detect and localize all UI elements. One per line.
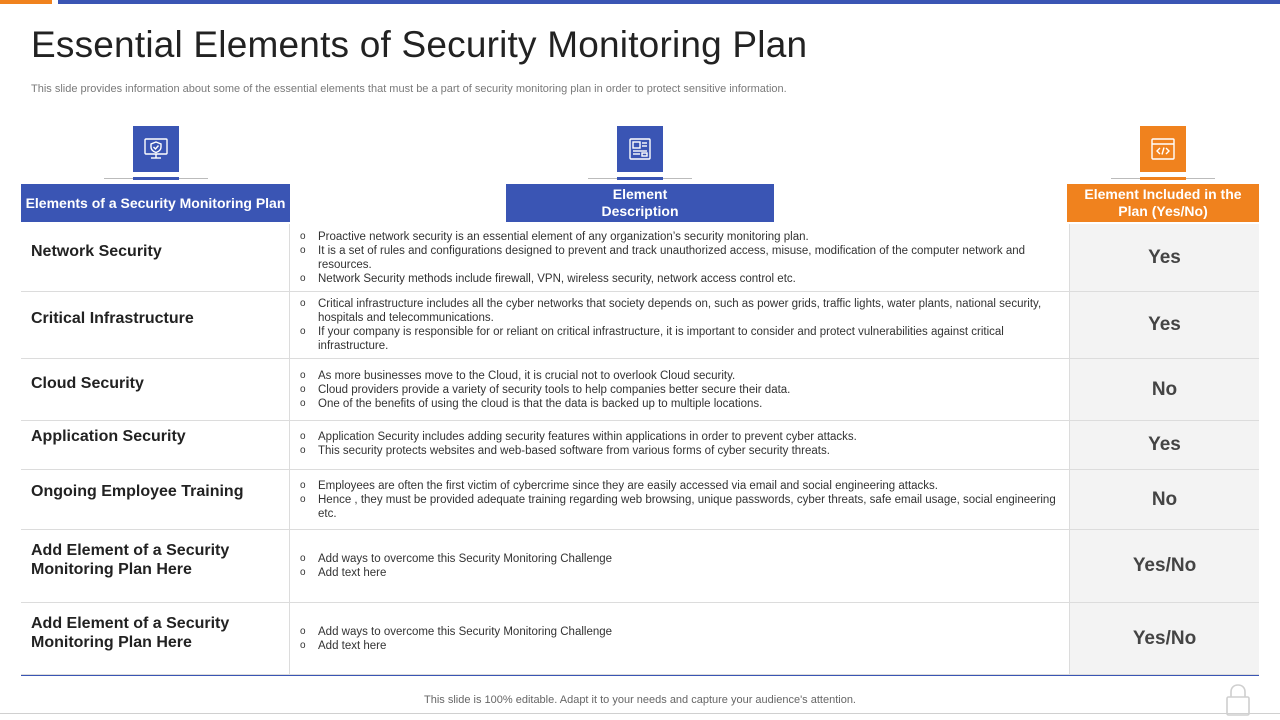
bullet-text: If your company is responsible for or reliant on critical infrastructure, it is important to consider and protect vulnerabilities against critical infrastructure. <box>318 326 1004 352</box>
table-row <box>21 421 1259 470</box>
included-value: No <box>1151 488 1178 510</box>
included-value: No <box>1151 378 1178 400</box>
element-name: Network Security <box>31 243 162 260</box>
icon-underline-accent <box>133 177 179 180</box>
description-cell <box>290 470 1069 529</box>
bullet-text: Application Security includes adding security features within applications in order to prevent cyber attacks. <box>318 431 857 443</box>
element-name: Add Element of a Security Monitoring Plan Here <box>31 542 230 578</box>
description-bullet <box>300 625 1065 639</box>
bullet-marker: o <box>300 640 306 651</box>
description-bullet <box>300 244 1065 272</box>
bullet-marker: o <box>300 298 306 309</box>
description-bullet <box>300 397 1065 411</box>
bullet-text: Add text here <box>318 567 387 579</box>
server-document-icon <box>617 126 663 172</box>
description-bullet <box>300 430 1065 444</box>
bullet-marker: o <box>300 480 306 491</box>
bullet-marker: o <box>300 384 306 395</box>
included-value: Yes <box>1148 314 1181 335</box>
included-value: Yes/No <box>1132 555 1197 576</box>
bullet-marker: o <box>300 494 306 505</box>
description-cell <box>290 224 1069 291</box>
bullet-marker: o <box>300 231 306 242</box>
bullet-text: Add ways to overcome this Security Monitoring Challenge <box>318 626 613 638</box>
table-row <box>21 530 1259 603</box>
table-row <box>21 470 1259 530</box>
included-cell <box>1069 470 1259 529</box>
description-cell <box>290 359 1069 420</box>
included-cell <box>1069 421 1259 469</box>
element-cell <box>21 359 290 420</box>
bullet-text: Proactive network security is an essential element of any organization’s security monitoring plan. <box>318 231 809 243</box>
description-bullet <box>300 639 1065 653</box>
bullet-marker: o <box>300 326 306 337</box>
description-bullet <box>300 325 1065 353</box>
bullet-text: It is a set of rules and configurations designed to prevent and track unauthorized access, misuse, modification of the computer network and resources. <box>318 245 1026 271</box>
description-bullet <box>300 230 1065 244</box>
included-cell <box>1069 224 1259 291</box>
description-cell <box>290 421 1069 469</box>
element-cell <box>21 224 290 291</box>
description-cell <box>290 292 1069 358</box>
bullet-text: This security protects websites and web-based software from various forms of cyber security threats. <box>318 445 830 457</box>
bullet-marker: o <box>300 245 306 256</box>
bullet-text: One of the benefits of using the cloud is that the data is backed up to multiple locations. <box>318 398 763 410</box>
code-window-icon <box>1140 126 1186 172</box>
included-value: Yes <box>1148 434 1181 455</box>
top-accent-orange <box>0 0 52 4</box>
included-cell <box>1069 603 1259 674</box>
element-cell <box>21 421 290 469</box>
lock-icon <box>1224 682 1252 716</box>
element-name: Cloud Security <box>31 375 144 392</box>
bullet-text: Cloud providers provide a variety of security tools to help companies better secure their data. <box>318 384 791 396</box>
description-bullet <box>300 383 1065 397</box>
monitor-shield-icon <box>133 126 179 172</box>
bullet-marker: o <box>300 553 306 564</box>
bullet-marker: o <box>300 273 306 284</box>
included-value: Yes/No <box>1132 627 1197 649</box>
element-name: Ongoing Employee Training <box>31 483 244 500</box>
header-included: Element Included in the Plan (Yes/No) <box>1067 184 1259 222</box>
bullet-text: Critical infrastructure includes all the cyber networks that society depends on, such as power grids, traffic lights, water plants, national security, hospitals and telecommunications. <box>318 298 1042 324</box>
bullet-text: Network Security methods include firewall, VPN, wireless security, network access control etc. <box>318 273 796 285</box>
header-description: Element Description <box>506 184 774 222</box>
bullet-text: Add text here <box>318 640 387 652</box>
bullet-text: Add ways to overcome this Security Monitoring Challenge <box>318 553 613 565</box>
description-bullet <box>300 493 1065 521</box>
element-name: Critical Infrastructure <box>31 310 194 327</box>
description-cell <box>290 603 1069 674</box>
included-cell <box>1069 530 1259 602</box>
element-cell <box>21 470 290 529</box>
table-bottom-border <box>21 675 1259 676</box>
description-bullet <box>300 552 1065 566</box>
description-bullet <box>300 272 1065 286</box>
element-cell <box>21 603 290 674</box>
description-bullet <box>300 297 1065 325</box>
page-subtitle: This slide provides information about some of the essential elements that must be a part of security monitoring plan in order to protect sensitive information. <box>31 83 787 95</box>
element-cell <box>21 530 290 602</box>
element-name: Application Security <box>31 428 186 445</box>
table-row <box>21 224 1259 292</box>
icon-underline-accent <box>617 177 663 180</box>
element-cell <box>21 292 290 358</box>
included-cell <box>1069 292 1259 358</box>
description-bullet <box>300 479 1065 493</box>
table-row <box>21 359 1259 421</box>
bullet-marker: o <box>300 626 306 637</box>
footer-note: This slide is 100% editable. Adapt it to your needs and capture your audience's attention. <box>424 694 856 706</box>
bullet-marker: o <box>300 431 306 442</box>
table-row <box>21 603 1259 675</box>
icon-underline-accent <box>1140 177 1186 180</box>
included-value: Yes <box>1148 246 1181 268</box>
top-accent-blue <box>58 0 1280 4</box>
included-cell <box>1069 359 1259 420</box>
bullet-marker: o <box>300 370 306 381</box>
bullet-marker: o <box>300 567 306 578</box>
description-bullet <box>300 444 1065 458</box>
description-cell <box>290 530 1069 602</box>
bullet-marker: o <box>300 445 306 456</box>
page-title: Essential Elements of Security Monitoring Plan <box>31 24 808 65</box>
table-row <box>21 292 1259 359</box>
bullet-text: Employees are often the first victim of cybercrime since they are easily accessed via email and social engineering attacks. <box>318 480 939 492</box>
description-bullet <box>300 566 1065 580</box>
description-bullet <box>300 369 1065 383</box>
header-element: Elements of a Security Monitoring Plan <box>21 184 290 222</box>
bullet-text: Hence , they must be provided adequate training regarding web browsing, unique passwords, cyber threats, safe email usage, social engineering etc. <box>318 494 1056 520</box>
bullet-marker: o <box>300 398 306 409</box>
element-name: Add Element of a Security Monitoring Plan Here <box>31 615 230 651</box>
bullet-text: As more businesses move to the Cloud, it is crucial not to overlook Cloud security. <box>318 370 736 382</box>
footer-divider <box>0 713 1280 714</box>
